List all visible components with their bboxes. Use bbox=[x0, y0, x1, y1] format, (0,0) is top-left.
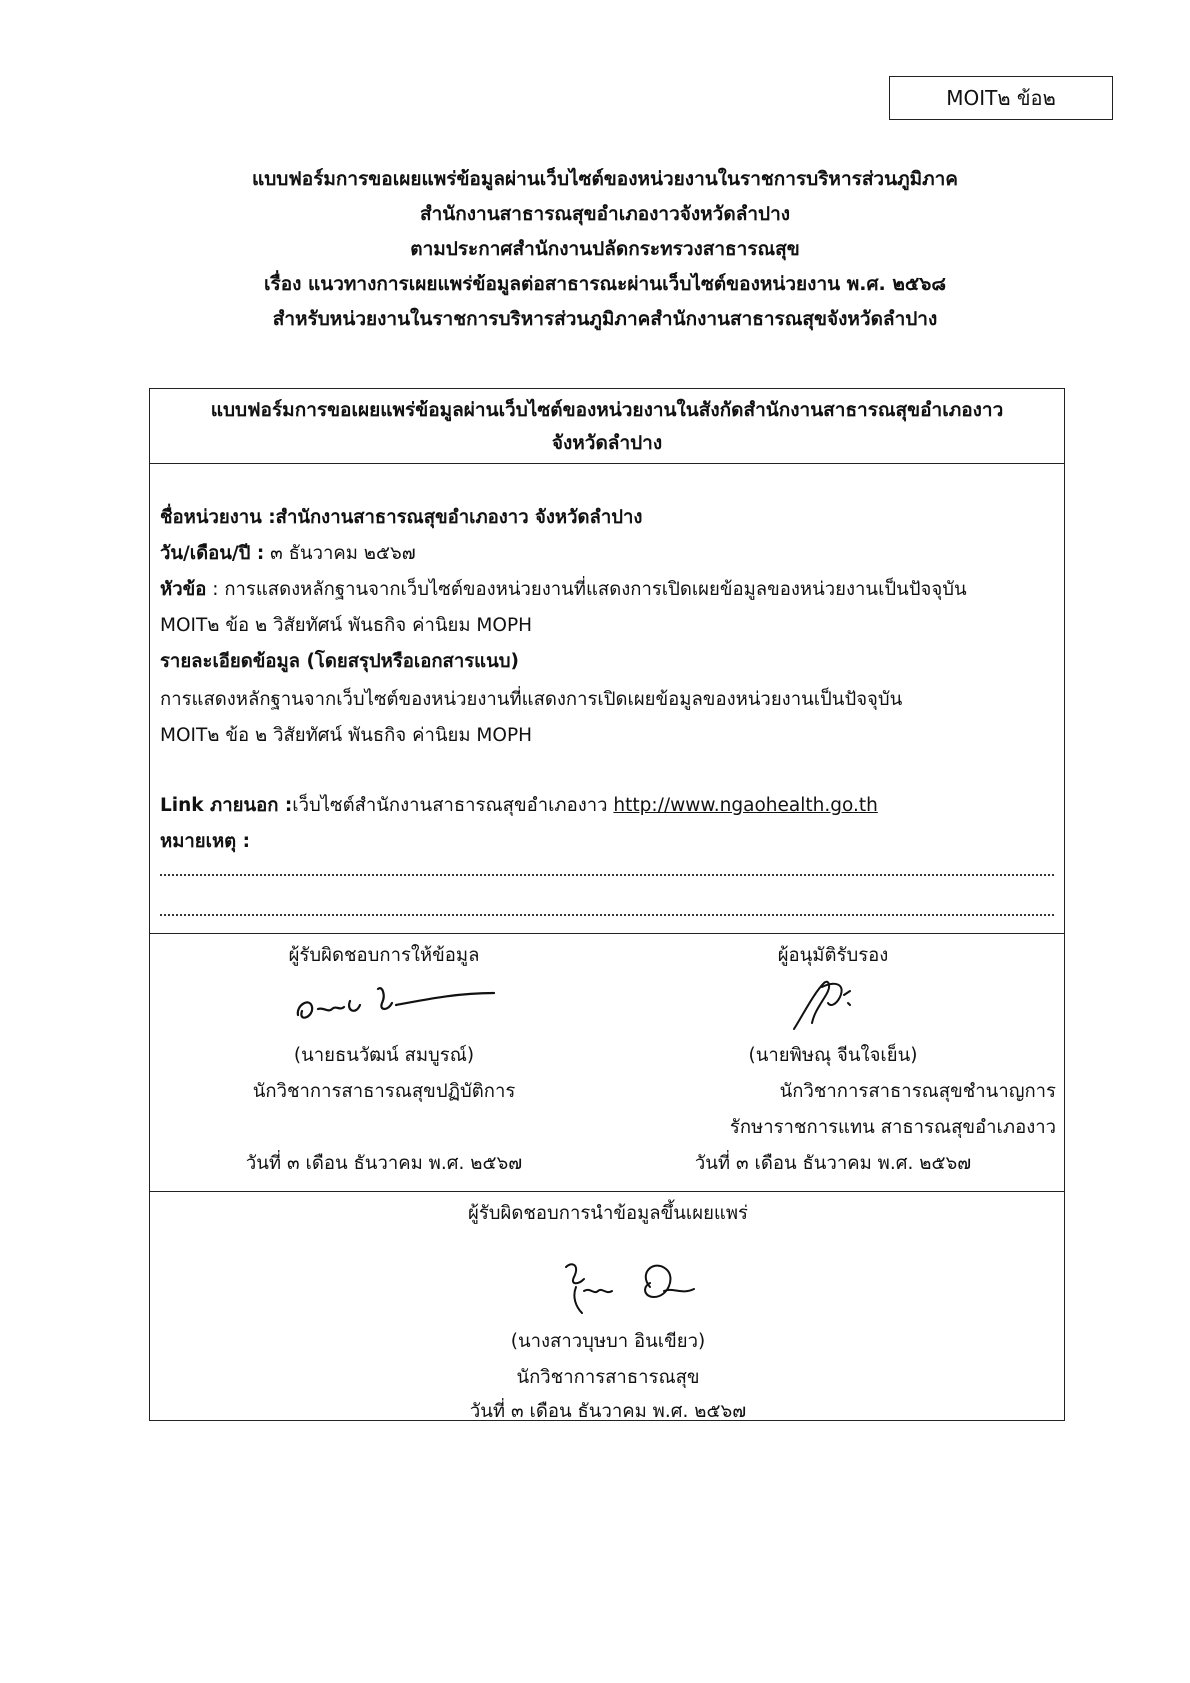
signer-right-date: วันที่ ๓ เดือน ธันวาคม พ.ศ. ๒๕๖๗ bbox=[694, 1153, 972, 1174]
form-title-line-1: แบบฟอร์มการขอเผยแพร่ข้อมูลผ่านเว็บไซต์ของหน่วยงานในสังกัดสำนักงานสาธารณสุขอำเภองาว bbox=[210, 399, 1004, 421]
date-label: วัน/เดือน/ปี : bbox=[160, 543, 265, 564]
note-dotted-line-2 bbox=[160, 914, 1054, 916]
signer-left-date: วันที่ ๓ เดือน ธันวาคม พ.ศ. ๒๕๖๗ bbox=[245, 1153, 523, 1174]
heading-line-2: สำนักงานสาธารณสุขอำเภองาวจังหวัดลำปาง bbox=[419, 203, 791, 225]
signature-image-right bbox=[784, 973, 874, 1035]
detail-line-2: MOIT๒ ข้อ ๒ วิสัยทัศน์ พันธกิจ ค่านิยม MOPH bbox=[160, 725, 533, 746]
form-title-line-2: จังหวัดลำปาง bbox=[551, 432, 663, 454]
signer-right bbox=[610, 941, 1056, 1191]
topic-row-2: MOIT๒ ข้อ ๒ วิสัยทัศน์ พันธกิจ ค่านิยม MOPH bbox=[160, 615, 533, 636]
signer-left-role: ผู้รับผิดชอบการให้ข้อมูล bbox=[288, 945, 480, 966]
note-label: หมายเหตุ : bbox=[160, 831, 250, 852]
date-value: ๓ ธันวาคม ๒๕๖๗ bbox=[264, 543, 416, 564]
signer-left-position: นักวิชาการสาธารณสุขปฏิบัติการ bbox=[252, 1081, 516, 1102]
signer-bottom bbox=[150, 1199, 1066, 1422]
agency-value: สำนักงานสาธารณสุขอำเภองาว จังหวัดลำปาง bbox=[275, 507, 643, 528]
document-ref-code: MOIT๒ ข้อ๒ bbox=[889, 76, 1113, 120]
heading-line-5: สำหรับหน่วยงานในราชการบริหารส่วนภูมิภาคสำนักงานสาธารณสุขจังหวัดลำปาง bbox=[272, 308, 938, 330]
date-row bbox=[160, 539, 416, 568]
detail-label bbox=[160, 647, 519, 676]
signer-bottom-name: (นางสาวบุษบา อินเขียว) bbox=[510, 1331, 706, 1352]
link-label: Link ภายนอก : bbox=[160, 795, 293, 816]
detail-line-1: การแสดงหลักฐานจากเว็บไซต์ของหน่วยงานที่แสดงการเปิดเผยข้อมูลของหน่วยงานเป็นปัจจุบัน bbox=[160, 689, 903, 710]
signer-right-role: ผู้อนุมัติรับรอง bbox=[777, 945, 889, 966]
heading-line-1: แบบฟอร์มการขอเผยแพร่ข้อมูลผ่านเว็บไซต์ของหน่วยงานในราชการบริหารส่วนภูมิภาค bbox=[251, 168, 959, 190]
detail-label-text: รายละเอียดข้อมูล (โดยสรุปหรือเอกสารแนบ) bbox=[160, 651, 519, 672]
signer-left-name: (นายธนวัฒน์ สมบูรณ์) bbox=[293, 1045, 475, 1066]
agency-label: ชื่อหน่วยงาน : bbox=[160, 507, 276, 528]
heading-line-4: เรื่อง แนวทางการเผยแพร่ข้อมูลต่อสาธารณะผ่านเว็บไซต์ของหน่วยงาน พ.ศ. ๒๕๖๘ bbox=[264, 273, 946, 295]
agency-row bbox=[160, 503, 642, 532]
signer-right-position: นักวิชาการสาธารณสุขชำนาญการ bbox=[779, 1081, 1056, 1102]
signature-image-left bbox=[288, 975, 498, 1035]
topic-value: : การแสดงหลักฐานจากเว็บไซต์ของหน่วยงานที่แสดงการเปิดเผยข้อมูลของหน่วยงานเป็นปัจจุบัน bbox=[206, 579, 967, 600]
signer-bottom-position: นักวิชาการสาธารณสุข bbox=[516, 1367, 700, 1388]
signer-right-position-2: รักษาราชการแทน สาธารณสุขอำเภองาว bbox=[729, 1117, 1056, 1138]
signer-right-name: (นายพิษณุ จีนใจเย็น) bbox=[748, 1045, 918, 1066]
form-body bbox=[150, 464, 1064, 1324]
publication-form bbox=[149, 388, 1065, 1421]
note-row bbox=[160, 827, 250, 856]
link-text: เว็บไซต์สำนักงานสาธารณสุขอำเภองาว bbox=[292, 795, 614, 816]
link-row bbox=[160, 791, 878, 820]
signer-left bbox=[160, 941, 608, 1191]
website-link[interactable]: http://www.ngaohealth.go.th bbox=[613, 795, 878, 816]
topic-row bbox=[160, 575, 967, 604]
signer-bottom-date: วันที่ ๓ เดือน ธันวาคม พ.ศ. ๒๕๖๗ bbox=[469, 1401, 747, 1422]
form-title bbox=[150, 389, 1064, 464]
signer-bottom-role: ผู้รับผิดชอบการนำข้อมูลขึ้นเผยแพร่ bbox=[468, 1203, 748, 1224]
signature-image-bottom bbox=[558, 1257, 708, 1317]
note-dotted-line-1 bbox=[160, 874, 1054, 876]
divider bbox=[150, 1191, 1064, 1192]
document-heading bbox=[0, 162, 1190, 337]
heading-line-3: ตามประกาศสำนักงานปลัดกระทรวงสาธารณสุข bbox=[410, 238, 800, 260]
topic-label: หัวข้อ bbox=[160, 579, 207, 600]
divider bbox=[150, 933, 1064, 934]
